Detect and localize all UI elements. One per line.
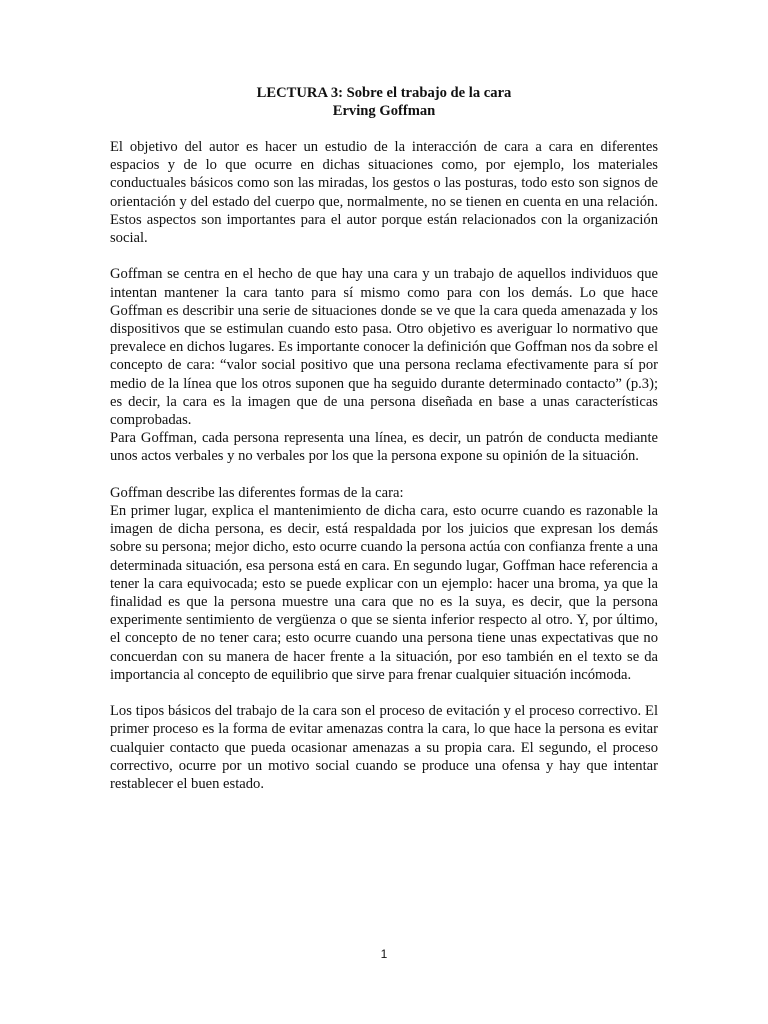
document-body <box>110 138 658 793</box>
document-author: Erving Goffman <box>332 103 436 119</box>
paragraph-goffman-cara: Goffman se centra en el hecho de que hay una cara y un trabajo de aquellos individuos que intentan mantener la cara tanto para sí mismo como para con los demás. Lo que hace Goffman es describir una serie de situaciones donde se ve que la cara queda amenazada y los dispositivos que se estimulan cuando esto pasa. Otro objetivo es averiguar lo normativo que prevalece en dichos lugares. Es importante conocer la definición que Goffman nos da sobre el concepto de cara: “valor social positivo que una persona reclama efectivamente para sí por medio de la línea que los otros suponen que ha seguido durante determinado contacto” (p.3); es decir, la cara es la imagen que de una persona diseñada en base a unas características comprobadas. <box>110 266 659 429</box>
document-title: LECTURA 3: Sobre el trabajo de la cara <box>256 85 512 101</box>
paragraph-formas-heading: Goffman describe las diferentes formas de la cara: <box>110 484 404 501</box>
paragraph-intro: El objetivo del autor es hacer un estudio de la interacción de cara a cara en diferentes espacios y de lo que ocurre en dichas situaciones como, por ejemplo, los materiales conductuales básicos como son las miradas, los gestos o las posturas, todo esto son signos de orientación y del estado del cuerpo que, normalmente, no se tienen en cuenta en una relación. Estos aspectos son importantes para el autor porque están relacionados con la organización social. <box>110 139 658 247</box>
document-header <box>0 84 768 120</box>
paragraph-formas-detalle: En primer lugar, explica el mantenimiento de dicha cara, esto ocurre cuando es razonable la imagen de dicha persona, es decir, está respaldada por los juicios que expresan los demás sobre su persona; mejor dicho, esto ocurre cuando la persona actúa con confianza frente a una determinada situación, esa persona está en cara. En segundo lugar, Goffman hace referencia a tener la cara equivocada; esto se puede explicar con un ejemplo: hacer una broma, ya que la finalidad es que la persona muestre una cara que no es la suya, es decir, que la persona experimente sentimiento de vergüenza o que se sienta inferior respecto al otro. Y, por último, el concepto de no tener cara; esto ocurre cuando una persona tiene unas expectativas que no concuerdan con su manera de hacer frente a la situación, por eso también en el texto se da importancia al concepto de equilibrio que sirve para frenar cualquier situación incómoda. <box>110 503 658 683</box>
paragraph-linea: Para Goffman, cada persona representa una línea, es decir, un patrón de conducta mediante unos actos verbales y no verbales por los que la persona expone su opinión de la situación. <box>110 430 658 465</box>
page-number: 1 <box>380 947 388 961</box>
paragraph-tipos-basicos: Los tipos básicos del trabajo de la cara son el proceso de evitación y el proceso correctivo. El primer proceso es la forma de evitar amenazas contra la cara, lo que hace la persona es evitar cualquier contacto que pueda ocasionar amenazas a su propia cara. El segundo, el proceso correctivo, ocurre por un motivo social cuando se produce una ofensa y hay que intentar restablecer el buen estado. <box>110 703 658 793</box>
